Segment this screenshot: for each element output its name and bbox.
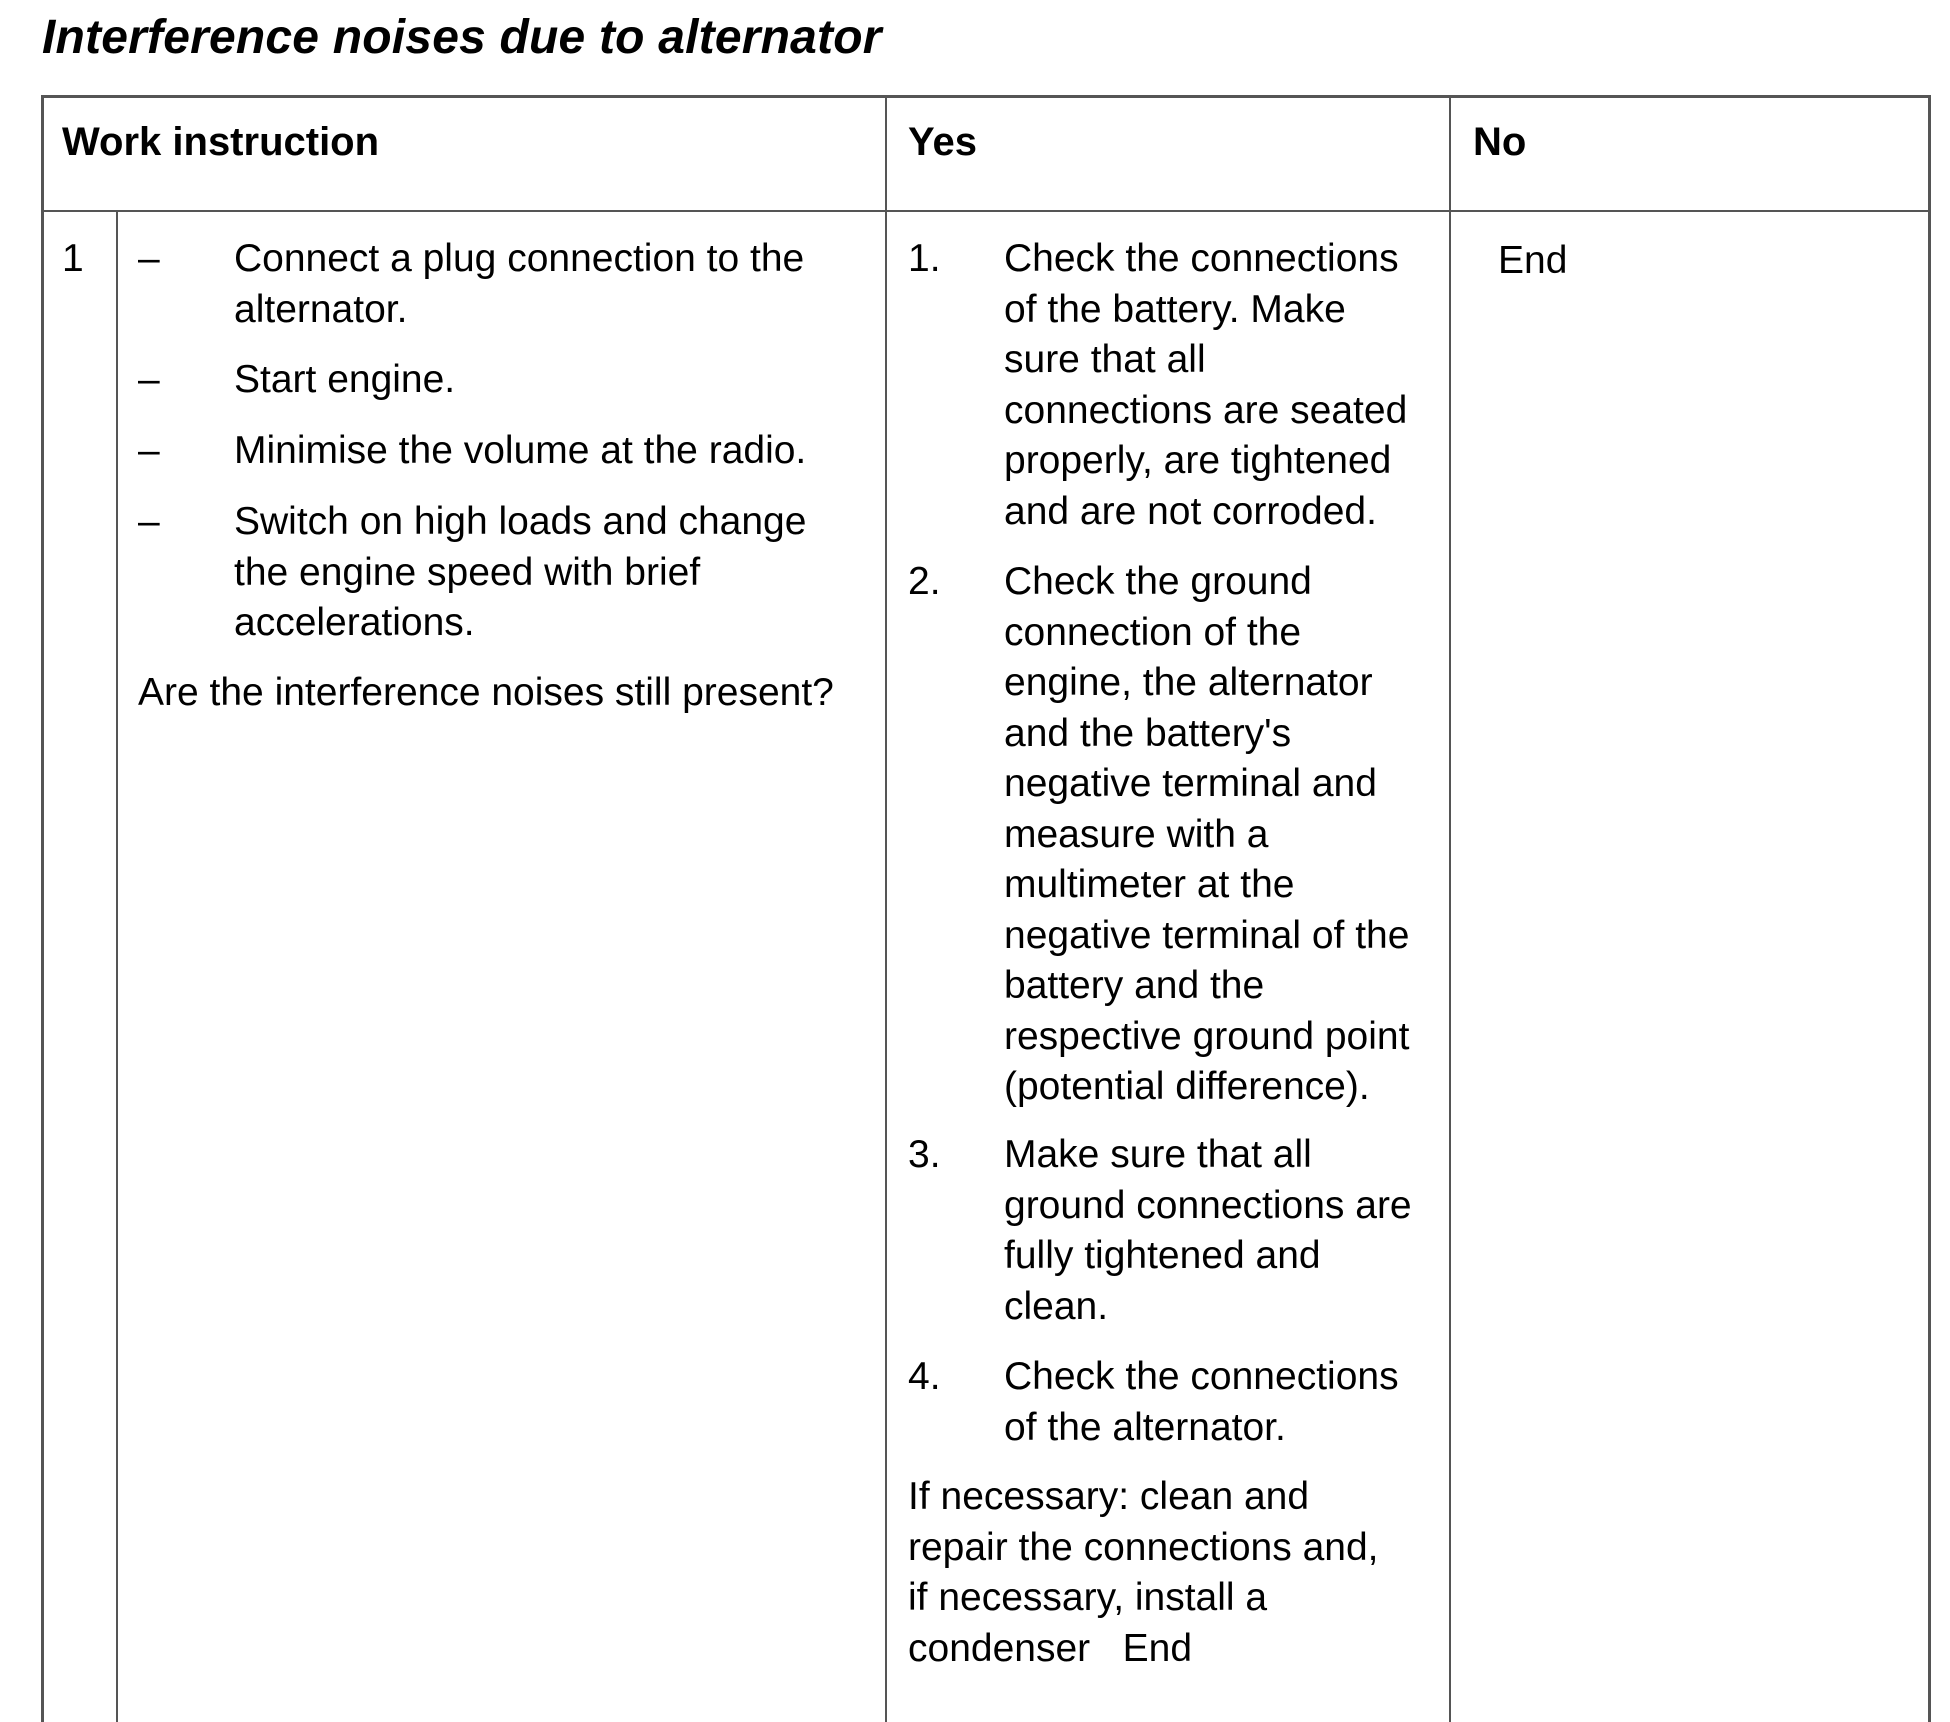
instruction-line: alternator. [234,287,408,331]
header-yes: Yes [908,120,977,164]
column-divider-no [1449,95,1451,1722]
yes-step-number: 4. [908,1355,941,1398]
instruction-line: Minimise the volume at the radio. [234,429,807,472]
yes-step-line: of the battery. Make [1004,287,1346,331]
yes-step-line: properly, are tightened [1004,439,1392,482]
instruction-line: Switch on high loads and change [234,500,807,543]
yes-step-line: respective ground point [1004,1014,1410,1058]
yes-note-line: condenser End [908,1626,1193,1670]
yes-step-line: connections are seated [1004,388,1408,432]
yes-step-line: multimeter at the [1004,863,1295,906]
instruction-dash: – [138,237,160,280]
no-result: End [1498,239,1568,282]
instruction-line: Connect a plug connection to the [234,237,805,280]
yes-step-line: Check the connections [1004,1355,1399,1398]
instruction-dash: – [138,429,160,472]
column-divider-yes [885,95,887,1722]
header-divider [41,210,1931,212]
yes-step-line: sure that all [1004,338,1206,381]
instruction-line: accelerations. [234,601,475,644]
yes-step-line: clean. [1004,1284,1109,1328]
yes-step-line: (potential difference). [1004,1065,1370,1108]
yes-step-line: Check the ground [1004,560,1312,603]
yes-step-line: negative terminal of the [1004,913,1410,957]
instruction-dash: – [138,358,160,401]
header-no: No [1473,120,1527,164]
yes-step-line: ground connections are [1004,1183,1412,1227]
yes-step-line: and are not corroded. [1004,489,1377,533]
yes-step-line: Make sure that all [1004,1133,1312,1176]
yes-step-line: fully tightened and [1004,1234,1321,1277]
yes-step-number: 3. [908,1133,941,1176]
yes-step-line: of the alternator. [1004,1405,1286,1449]
instruction-line: the engine speed with brief [234,550,701,594]
yes-step-number: 1. [908,237,941,280]
instruction-line: Start engine. [234,358,456,401]
yes-note-line: repair the connections and, [908,1525,1379,1569]
header-work-instruction: Work instruction [62,120,380,164]
yes-step-line: battery and the [1004,964,1265,1007]
yes-step-line: Check the connections [1004,237,1399,280]
yes-step-line: measure with a [1004,812,1269,856]
yes-step-number: 2. [908,560,941,603]
yes-step-line: connection of the [1004,610,1302,654]
yes-step-line: negative terminal and [1004,762,1377,805]
instruction-question: Are the interference noises still present? [138,671,834,714]
instruction-dash: – [138,500,160,543]
yes-note-line: if necessary, install a [908,1576,1268,1619]
step-number: 1 [62,237,84,280]
yes-step-line: and the battery's [1004,711,1292,755]
page-title: Interference noises due to alternator [42,11,882,64]
yes-note-line: If necessary: clean and [908,1475,1310,1518]
yes-step-line: engine, the alternator [1004,661,1373,704]
step-number-divider [116,210,118,1722]
